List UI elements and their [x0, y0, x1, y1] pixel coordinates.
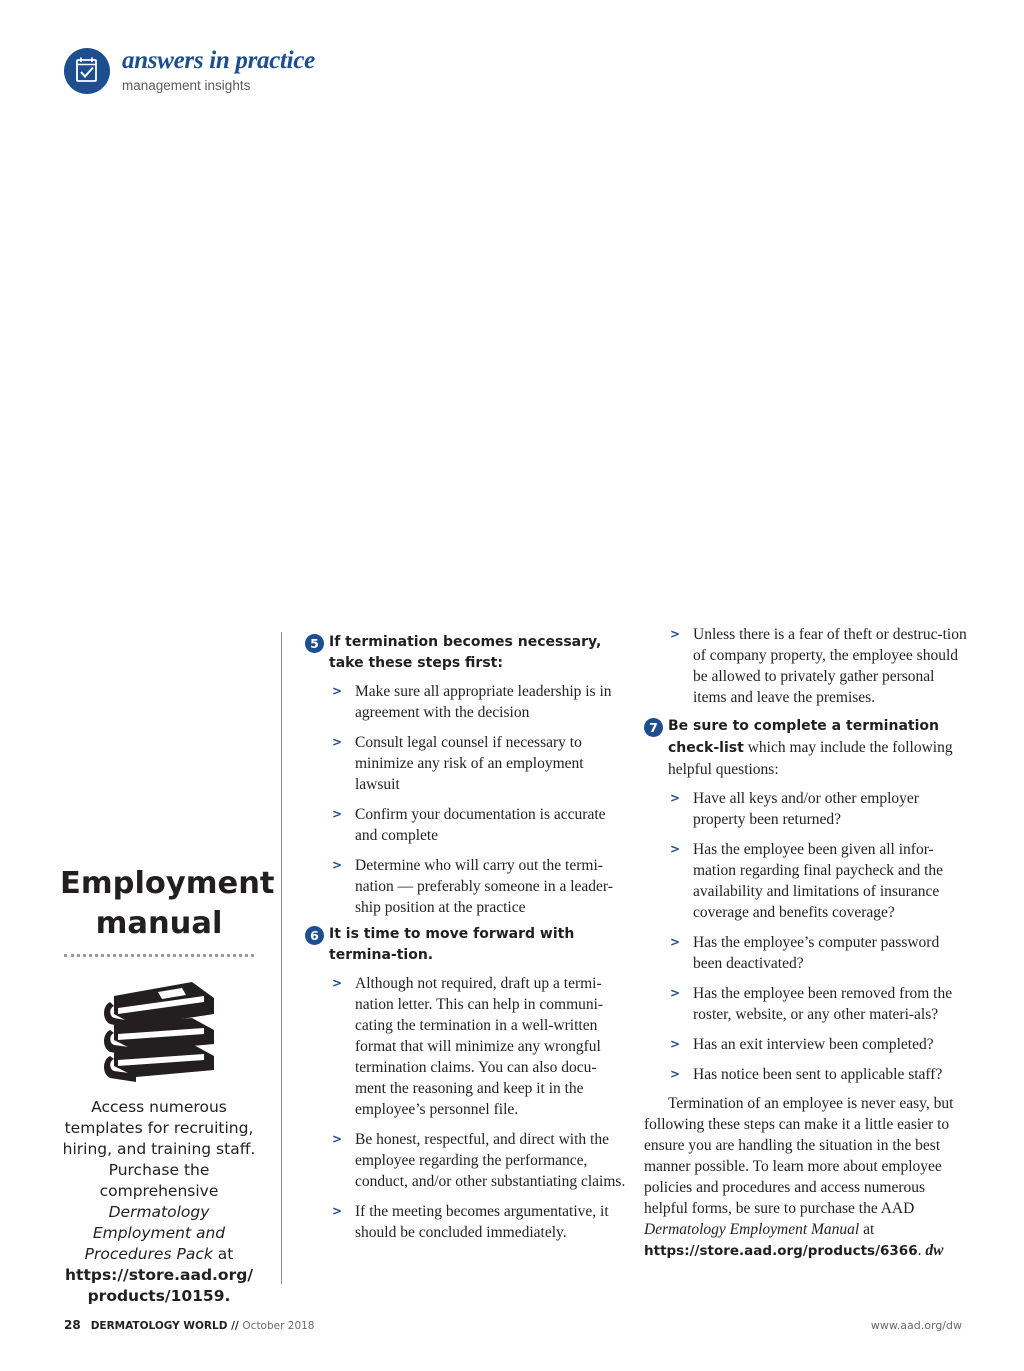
step-5-list	[305, 681, 627, 918]
chevron-right-icon: >	[332, 735, 343, 749]
chevron-right-icon: >	[670, 791, 681, 805]
step-title: If termination becomes necessary, take these steps first:	[329, 634, 602, 671]
manual-link[interactable]: https://store.aad.org/products/6366	[644, 1243, 918, 1259]
chevron-right-icon: >	[332, 1204, 343, 1218]
chevron-right-icon: >	[670, 627, 681, 641]
list-item: > Consult legal counsel if necessary to minimize any risk of an employment lawsuit	[332, 734, 584, 793]
list-item: > Confirm your documentation is accurate and complete	[332, 806, 606, 844]
footer-folio	[64, 1318, 315, 1332]
chevron-right-icon: >	[670, 1037, 681, 1051]
chevron-right-icon: >	[332, 976, 343, 990]
list-item: > Has an exit interview been completed?	[670, 1036, 934, 1053]
section-subtitle: management insights	[122, 78, 251, 93]
section-title: answers in practice	[122, 47, 315, 74]
list-item: > Unless there is a fear of theft or destruc-tion of company property, the employee should be allowed to privately gather personal items and leave the premises.	[670, 626, 967, 706]
dotted-divider	[64, 954, 254, 957]
step-5	[305, 632, 627, 674]
sidebar-heading-line2: manual	[95, 906, 223, 941]
step-6	[305, 924, 627, 966]
list-item: > Determine who will carry out the termi-nation — preferably someone in a leader-ship position at the practice	[332, 857, 613, 916]
sidebar-promo-intro: Access numerous templates for recruiting, hiring, and training staff. Purchase the comprehensive	[62, 1098, 256, 1200]
chevron-right-icon: >	[670, 986, 681, 1000]
sidebar-promo-product: Dermatology Employment and Procedures Pack	[84, 1203, 226, 1263]
sidebar-heading-line1: Employment	[60, 866, 275, 901]
chevron-right-icon: >	[332, 858, 343, 872]
folio-separator: //	[227, 1320, 243, 1332]
step-title: It is time to move forward with termina-tion.	[329, 926, 575, 963]
chevron-right-icon: >	[332, 1132, 343, 1146]
sidebar-heading	[60, 864, 275, 944]
article-column-right	[644, 624, 968, 1262]
chevron-right-icon: >	[670, 935, 681, 949]
list-item: > Have all keys and/or other employer property been returned?	[670, 790, 919, 828]
logo-checklist-icon	[64, 48, 110, 94]
step-7	[644, 716, 968, 781]
magazine-name: DERMATOLOGY WORLD	[90, 1320, 228, 1332]
list-item: > Has the employee been given all infor-mation regarding final paycheck and the availability and limitations of insurance coverage and benefits coverage?	[670, 841, 944, 921]
chevron-right-icon: >	[670, 842, 681, 856]
step-7-list	[644, 788, 968, 1085]
footer-website[interactable]: www.aad.org/dw	[870, 1319, 962, 1332]
list-item: > If the meeting becomes argumentative, it should be concluded immediately.	[332, 1203, 609, 1241]
sidebar-promo-at: at	[212, 1245, 234, 1263]
sidebar-promo-link[interactable]: https://store.aad.org/ products/10159.	[65, 1266, 253, 1305]
step-6-list	[305, 973, 627, 1243]
list-item: > Has notice been sent to applicable staff?	[670, 1066, 943, 1083]
list-item: > Has the employee been removed from the roster, website, or any other materi-als?	[670, 985, 953, 1023]
list-item: > Has the employee’s computer password been deactivated?	[670, 934, 940, 972]
chevron-right-icon: >	[670, 1067, 681, 1081]
book-stack-icon	[96, 976, 220, 1086]
step-6-list-continued	[644, 624, 968, 708]
article-column-middle	[305, 632, 627, 1252]
chevron-right-icon: >	[332, 684, 343, 698]
step-number-badge: 7	[644, 718, 663, 737]
page-number: 28	[64, 1318, 81, 1332]
step-number-badge: 6	[305, 926, 324, 945]
step-number-badge: 5	[305, 634, 324, 653]
chevron-right-icon: >	[332, 807, 343, 821]
closing-paragraph: Termination of an employee is never easy, but following these steps can make it a little easier to ensure you are handling the situation in the best manner possible. To learn more about employee policies and procedures and access numerous helpful forms, be sure to purchase the AAD Dermatology Employment Manual at https://store.aad.org/products/6366. dw	[644, 1095, 954, 1259]
step-title: Be sure to complete a termination check-list which may include the following helpful questions:	[668, 718, 953, 778]
issue-date: October 2018	[242, 1320, 315, 1332]
list-item: > Although not required, draft up a termi-nation letter. This can help in communi-cating the termination in a well-written format that will minimize any wrongful termination claims. You can also docu-ment the reasoning and keep it in the employee’s personnel file.	[332, 975, 604, 1118]
signoff: dw	[925, 1242, 944, 1259]
manual-title: Dermatology Employment Manual	[644, 1221, 860, 1238]
list-item: > Make sure all appropriate leadership is in agreement with the decision	[332, 683, 612, 721]
list-item: > Be honest, respectful, and direct with the employee regarding the performance, conduct, and/or other substantiating claims.	[332, 1131, 626, 1190]
column-divider	[281, 632, 282, 1284]
sidebar-promo-text	[60, 1097, 258, 1307]
